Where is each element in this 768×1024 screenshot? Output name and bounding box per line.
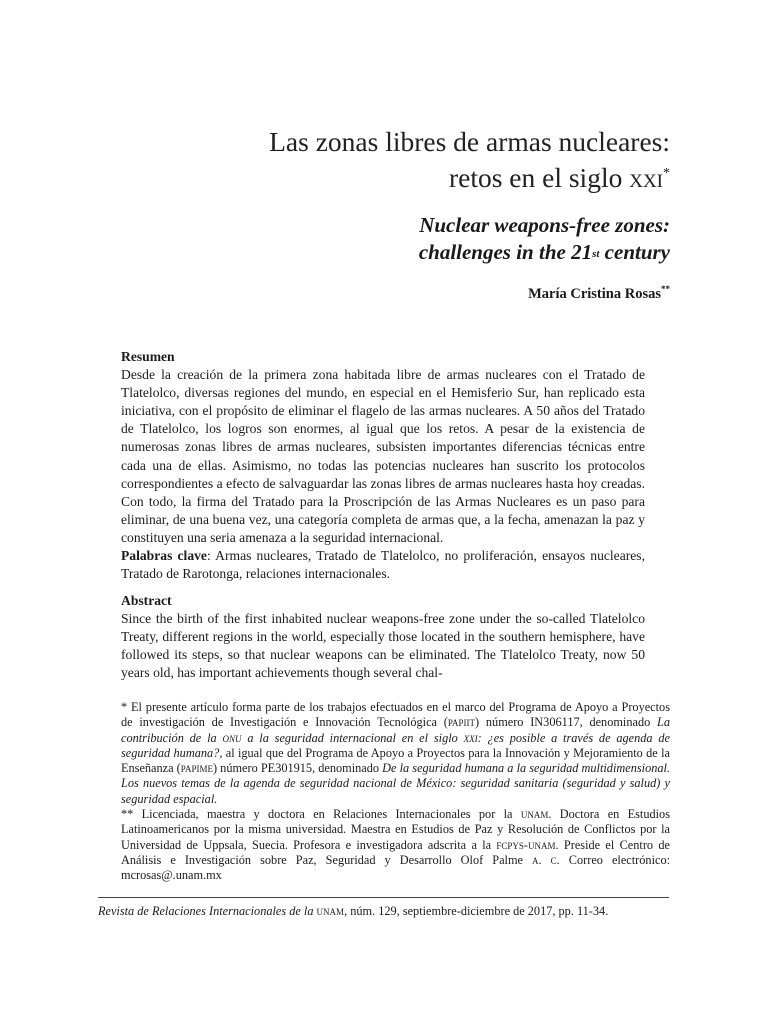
text-span: challenges in the 21 — [418, 240, 593, 264]
keywords-list: : Armas nucleares, Tratado de Tlatelolco, no proliferación, ensayos nucleares, Tratado de Rarotonga, relaciones internacionales. — [121, 548, 646, 582]
author-name — [270, 286, 670, 303]
keywords — [121, 547, 645, 583]
resumen-section — [121, 348, 645, 583]
resumen-body: Desde la creación de la primera zona habitada libre de armas nucleares con el Tratado de Tlatelolco, diversas regiones del mundo, en especial en el Hemisferio Sur, han replicado esta iniciativa, con el propósito de eliminar el flagelo de las armas nucleares. A 50 años del Tratado de Tlatelolco, los logros son enormes, al igual que los retos. A pesar de la existencia de numerosas zonas libres de armas nucleares, subsisten importantes diferencias técnicas entre cada una de ellas. Asimismo, no todas las potencias nucleares han suscrito los protocolos correspondientes a efecto de salvaguardar las zonas libres de armas nucleares hasta hoy creadas. Con todo, la firma del Tratado para la Proscripción de las Armas Nucleares es un paso para eliminar, de una buena vez, una categoría completa de armas que, a la fecha, amenazan la paz y constituyen una seria amenaza a la seguridad internacional. — [121, 367, 645, 545]
footnotes — [121, 700, 670, 884]
footnote-1 — [121, 700, 670, 807]
text-span: fcpys-unam — [496, 837, 556, 852]
text-span: , núm. 129, septiembre-diciembre de 2017, pp. 11-34. — [344, 904, 609, 918]
text-span: xxi — [463, 730, 478, 745]
text-span: : ¿es posible a través de agenda de seguridad humana? — [121, 730, 670, 760]
subtitle-line-2 — [150, 239, 670, 266]
text-span: . Preside el Centro de Análisis e Investigación sobre Paz, Seguridad y Desarrollo Olof Palme — [121, 837, 670, 867]
text-span: Correo electrónico: mcrosas@.unam.mx — [121, 852, 671, 883]
article-subtitle — [150, 212, 670, 266]
journal-citation — [98, 903, 669, 919]
text-span: ** Licenciada, maestra y doctora en Relaciones Internacionales por la — [121, 807, 521, 822]
author-footnote-mark[interactable]: ** — [661, 284, 670, 294]
text-span: , al igual que del Programa de Apoyo a Proyectos para la Innovación y Mejoramiento de la Enseñanza ( — [121, 745, 670, 776]
text-span: a la seguridad internacional en el siglo — [241, 730, 464, 745]
title-line-2 — [110, 160, 670, 196]
footer-rule — [98, 897, 669, 898]
article-title — [110, 124, 670, 196]
abstract-heading: Abstract — [121, 593, 172, 608]
text-span: retos en el siglo — [448, 162, 630, 193]
text-span: a. c. — [532, 852, 560, 867]
text-span: De la seguridad humana a la seguridad multidimensional. Los nuevos temas de la agenda de seguridad nacional de México: seguridad sanitaria (seguridad y salud) y seguridad espacial. — [121, 761, 671, 806]
text-span: unam — [316, 904, 345, 918]
text-span: María Cristina Rosas — [528, 286, 661, 302]
text-span: . Doctora en Estudios Latinoamericanos por la misma universidad. Maestra en Estudios de Paz y Resolución de Conflictos por la Universidad de Uppsala, Suecia. Profesora e investigadora adscrita a la — [121, 807, 670, 852]
subtitle-line-1: Nuclear weapons-free zones: — [419, 213, 670, 237]
abstract-section — [121, 592, 645, 682]
text-span: unam — [520, 807, 549, 822]
text-span: papiit — [447, 715, 476, 730]
title-line-1: Las zonas libres de armas nucleares: — [269, 126, 670, 157]
abstract-body: Since the birth of the first inhabited nuclear weapons-free zone under the so-called Tlatelolco Treaty, different regions in the world, especially those located in the southern hemisphere, have followed its steps, so that nuclear weapons can be eliminated. The Tlatelolco Treaty, now 50 years old, has important achievements though several chal- — [121, 611, 645, 681]
century-numeral: xxi — [629, 162, 663, 193]
title-footnote-mark[interactable]: * — [663, 166, 670, 181]
footnote-2 — [121, 807, 670, 883]
text-span: * El presente artículo forma parte de los trabajos efectuados en el marco del Programa de Apoyo a Proyectos de investigación de Investigación e Innovación Tecnológica ( — [121, 700, 670, 730]
keywords-label: Palabras clave — [121, 548, 207, 564]
text-span: century — [599, 240, 670, 264]
text-span: papime — [180, 761, 213, 776]
text-span: Revista de Relaciones Internacionales de la — [98, 904, 317, 918]
text-span: onu — [222, 730, 242, 745]
text-span: st — [592, 248, 600, 260]
text-span: ) número PE301915, denominado — [212, 761, 383, 776]
resumen-heading: Resumen — [121, 349, 175, 364]
text-span: ) número IN306117, denominado — [475, 715, 657, 730]
text-span: La contribución de la — [121, 715, 670, 745]
